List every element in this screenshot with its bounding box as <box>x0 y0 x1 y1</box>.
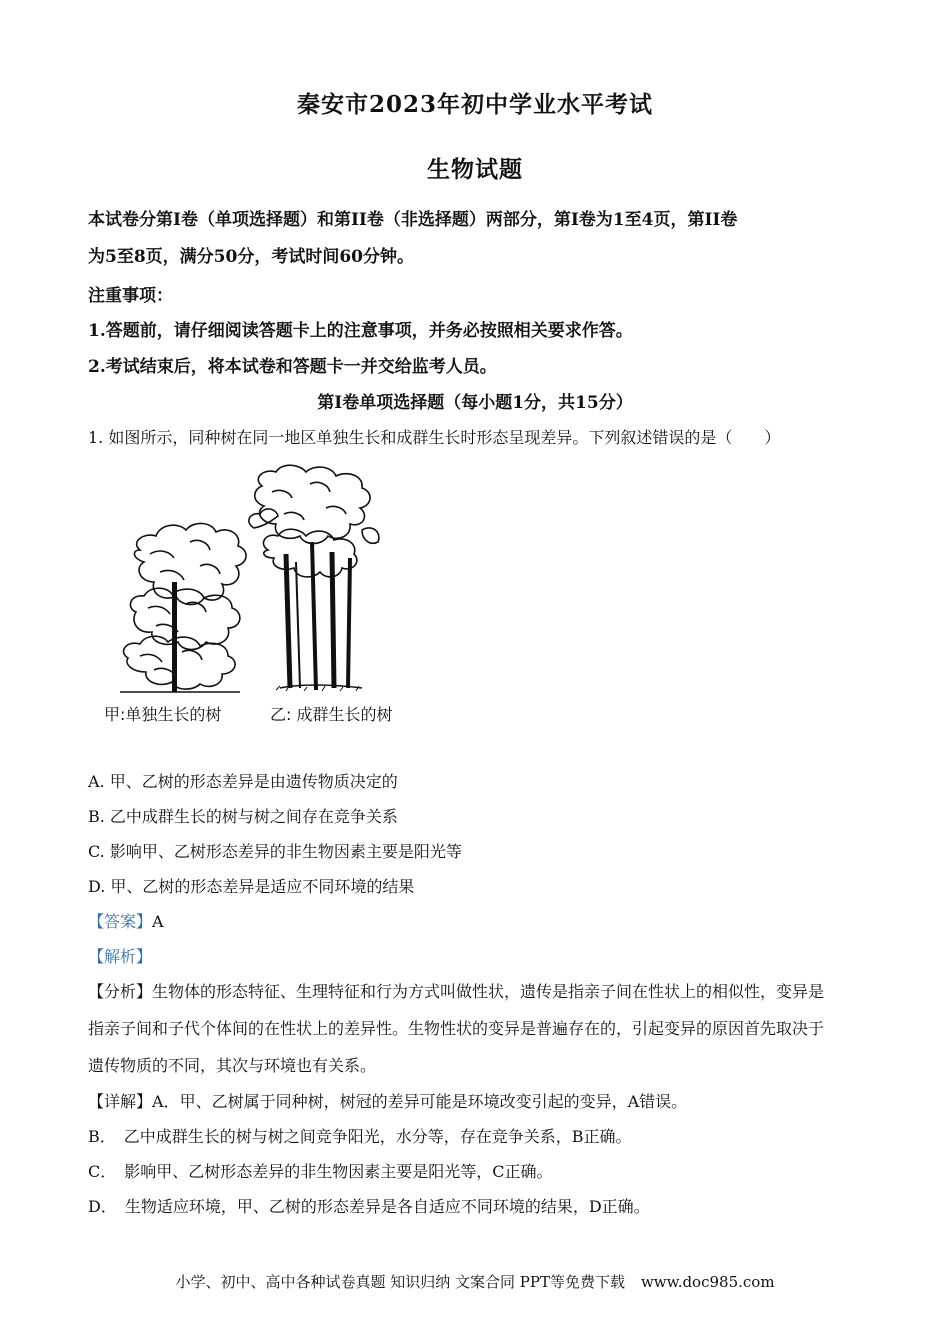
answer-label: 【答案】 <box>88 912 153 931</box>
intro-line-1: 本试卷分第I卷（单项选择题）和第II卷（非选择题）两部分，第I卷为1至4页，第II卷 <box>88 210 738 230</box>
figure-caption-b: 乙: 成群生长的树 <box>270 705 393 724</box>
intro-line-2: 为5至8页，满分50分，考试时间60分钟。 <box>88 247 414 267</box>
answer-line <box>88 909 164 932</box>
question-1-stem: 1. 如图所示，同种树在同一地区单独生长和成群生长时形态呈现差异。下列叙述错误的是（ ） <box>88 428 781 447</box>
xiangjie-line-c: C． 影响甲、乙树形态差异的非生物因素主要是阳光等，C正确。 <box>88 1162 553 1181</box>
analysis-line <box>88 944 152 967</box>
notice-item-2: 2.考试结束后，将本试卷和答题卡一并交给监考人员。 <box>88 357 497 377</box>
xiangjie-a-text: A．甲、乙树属于同种树，树冠的差异可能是环境改变引起的变异，A错误。 <box>152 1092 688 1111</box>
footer-url[interactable]: www.doc985.com <box>640 1273 775 1291</box>
xiangjie-line-d: D． 生物适应环境，甲、乙树的形态差异是各自适应不同环境的结果，D正确。 <box>88 1197 650 1216</box>
analysis-label: 【解析】 <box>88 947 153 966</box>
option-a: A. 甲、乙树的形态差异是由遗传物质决定的 <box>88 772 398 791</box>
single-tree-trunk <box>172 582 177 692</box>
footer-text: 小学、初中、高中各种试卷真题 知识归纳 文案合同 PPT等免费下载 <box>175 1273 625 1291</box>
option-b: B. 乙中成群生长的树与树之间存在竞争关系 <box>88 807 398 826</box>
section-title: 第I卷单项选择题（每小题1分，共15分） <box>317 393 633 413</box>
fenxi-text-1: 生物体的形态特征、生理特征和行为方式叫做性状，遗传是指亲子间在性状上的相似性，变异是 <box>152 982 825 1001</box>
option-c: C. 影响甲、乙树形态差异的非生物因素主要是阳光等 <box>88 842 462 861</box>
fenxi-label: 【分析】 <box>88 982 153 1001</box>
xiangjie-line-b: B． 乙中成群生长的树与树之间竞争阳光，水分等，存在竞争关系，B正确。 <box>88 1127 632 1146</box>
xiangjie-line-a <box>88 1089 687 1112</box>
exam-subtitle: 生物试题 <box>427 156 523 183</box>
page-footer <box>0 1271 950 1292</box>
fenxi-line-3: 遗传物质的不同，其次与环境也有关系。 <box>88 1056 377 1075</box>
notice-item-1: 1.答题前，请仔细阅读答题卡上的注意事项，并务必按照相关要求作答。 <box>88 321 633 341</box>
option-d: D. 甲、乙树的形态差异是适应不同环境的结果 <box>88 877 415 896</box>
notice-title: 注重事项： <box>88 286 173 306</box>
tree-figure <box>100 462 430 730</box>
single-tree-drawing <box>124 523 247 689</box>
xiangjie-label: 【详解】 <box>88 1092 153 1111</box>
answer-value: A <box>152 912 164 931</box>
fenxi-line-2: 指亲子间和子代个体间的在性状上的差异性。生物性状的变异是普遍存在的，引起变异的原因首先取决于 <box>88 1019 825 1038</box>
fenxi-line-1 <box>88 979 824 1002</box>
figure-caption-a: 甲:单独生长的树 <box>104 705 222 724</box>
exam-title: 秦安市2023年初中学业水平考试 <box>296 91 653 118</box>
tree-illustration <box>100 462 430 730</box>
